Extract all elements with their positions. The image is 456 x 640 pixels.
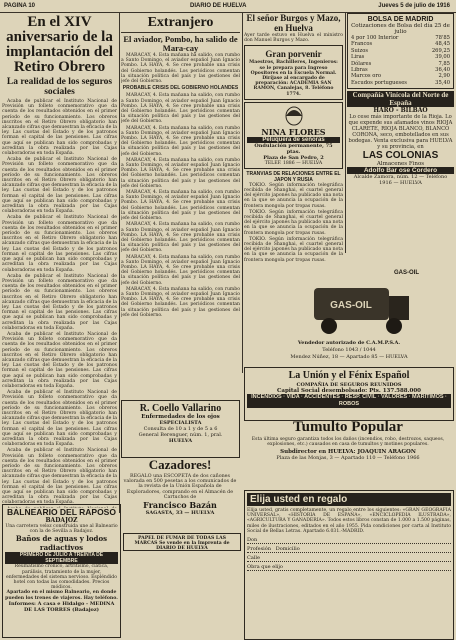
subsection-heading: TRANVIAS DE RELACIONES ENTRE EL JAPON Y RUSIA [246, 170, 341, 183]
article-headline: En el XIV aniversario de la implantación del Retiro Obrero [5, 14, 114, 75]
notice-papel: PAPEL DE FUMAR DE TODAS LAS MARCAS Se vende en la Imprenta de DIARIO DE HUELVA [123, 533, 241, 551]
ad-gas-oil: GAS-OIL GAS-OIL Vendedor autorizado de C.A.M.P.S.A. Teléfono 1043 / 1044 Mendez Núñez, 18 — Apartado 85 — HUELVA [290, 270, 419, 360]
article-body: MARACAY, 4. Esta mañana ha salido, con rumbo a Santo Domingo, el aviador español Juan Ignacio Pombo. LA HAYA, 4. Se cree probable una crisis del Gobierno holandés. Los periódicos comentan la situación política del país y las gestiones del jefe del Gobierno. PROBABLE CRISIS DEL GOBIERNO HOLANDES MARACAY, 4. Esta mañana ha salido, con rumbo a Santo Domingo, el aviador español Juan Ignacio Pombo. LA HAYA, 4. Se cree probable una crisis del Gobierno holandés. Los periódicos comentan la situación política del país y las gestiones del jefe del Gobierno. MARACAY, 4. Esta mañana ha salido, con rumbo a Santo Domingo, el aviador español Juan Ignacio Pombo. LA HAYA, 4. Se cree probable una crisis del Gobierno holandés. Los periódicos comentan la situación política del país y las gestiones del jefe del Gobierno. MARACAY, 4. Esta mañana ha salido, con rumbo a Santo Domingo, el aviador español Juan Ignacio Pombo. LA HAYA, 4. Se cree probable una crisis del Gobierno holandés. Los periódicos comentan la situación política del país y las gestiones del jefe del Gobierno. MARACAY, 4. Esta mañana ha salido, con rumbo a Santo Domingo, el aviador español Juan Ignacio Pombo. LA HAYA, 4. Se cree probable una crisis del Gobierno holandés. Los periódicos comentan la situación política del país y las gestiones del jefe del Gobierno. MARACAY, 4. Esta mañana ha salido, con rumbo a Santo Domingo, el aviador español Juan Ignacio Pombo. LA HAYA, 4. Se cree probable una crisis del Gobierno holandés. Los periódicos comentan la situación política del país y las gestiones del jefe del Gobierno. MARACAY, 4. Esta mañana ha salido, con rumbo a Santo Domingo, el aviador español Juan Ignacio Pombo. LA HAYA, 4. Se cree probable una crisis del Gobierno holandés. Los periódicos comentan la situación política del país y las gestiones del jefe del Gobierno. MARACAY, 4. Esta mañana ha salido, con rumbo a Santo Domingo, el aviador español Juan Ignacio Pombo. LA HAYA, 4. Se cree probable una crisis del Gobierno holandés. Los periódicos comentan la situación política del país y las gestiones del jefe del Gobierno. [121, 53, 240, 318]
svg-text:GAS-OIL: GAS-OIL [330, 300, 372, 311]
newspaper-name: DIARIO DE HUELVA [190, 3, 247, 9]
ad-gran-porvenir: Gran porvenir Maestros, Bachilleres, Ingenieros: se le prepara para Ingreso Opositores en la Escuela Normal. Diríjase al encargado de preparación: ACADEMIA SAN RAMON, Canalejas, 8. Teléfono 1774. [244, 45, 343, 99]
column-rule [119, 13, 120, 513]
column-retiro-obrero [2, 13, 117, 508]
article-headline: El señor Burgos y Mazo, en Huelva [246, 13, 341, 33]
bolsa-table: BOLSA DE MADRID Cotizaciones de Bolsa del día 25 de julio 4 por 100 Interior 78'85 Francos 48,45 Suizos 269,25 Liras 39,00 Dólares 7,85 Libras 36,40 Marcos oro 2,90 Escudos portugueses 35,40 [347, 13, 454, 89]
ad-union-fenix: La Unión y el Fénix Español COMPAÑIA DE SEGUROS REUNIDOS Capital Social desembolsado: Pts. 137.588.000 INCENDIOS · VIDA · ACCIDENTES · RESP. CIVIL · VALORES · MARITIMOS · ROBOS [244, 367, 454, 421]
ad-cazadores: Cazadores! REGALO una ESCOPETA de dos cañones valorada en 500 pesetas a los comunicados de la revista de la Unión Española de Exploradores, comprando en el Almacén de Cartuchos de Francisco Bazán SAGASTA, 33 — HUELVA [121, 456, 239, 532]
form-field-calle[interactable]: Calle [247, 555, 451, 562]
page-header [0, 0, 456, 13]
ad-balneario: BALNEARIO DEL RAPOSO BADAJOZ Una carretera veloz construida une al Balneario con la de Sevilla a Badajoz. Baños de aguas y lodos radiactivos PRIMERO DE JULIO A TREINTA DE SEPTIEMBRE Reumatismo crónico, artritismo, ciática, parálisis, tratamiento de la mujer, enfermedades del sistema nervioso. Espléndido hotel con todas las comodidades. Precios módicos. Apartado en el mismo Balneario, en donde pueden los trenes de viajeros. Hay teléfono. Informes: A casa e Hidalgo - MEDINA DE LAS TORRES (Badajoz) [2, 504, 121, 638]
ad-shop-name: Francisco Bazán [143, 500, 217, 511]
form-field-don[interactable]: Don [247, 537, 451, 544]
ad-title: Cazadores! [148, 457, 212, 472]
issue-date: Jueves 5 de julio de 1916 [378, 3, 450, 9]
ad-vinicola: Compañía Vinícola del Norte de España HARO - BILBAO Lo cese más importante de la Rioja. Lo que expende sus afamados vinos RIOJA CLARETE, RIOJA BLANCO, BLANCO CORONA, seco, embotellados en sus bodegas. Venta exclusiva para HUELVA y su provincia, en LAS COLONIAS Almacenes Finos Adolfo Bar ose Cordero Alcalde Zamora, núm. 12 — Teléfono 1916 — HUELVA [348, 91, 453, 187]
article-subheadline: La realidad de los seguros sociales [6, 77, 113, 97]
page-number: PAGINA 10 [4, 3, 36, 9]
column-burgos: El señor Burgos y Mazo, en Huelva Ayer tarde estuvo en Huelva el ministro don Manuel Burgos y Mazo. Gran porvenir Maestros, Bachilleres, Ingenieros: se le prepara para Ingreso Opositores en la Escuela Normal. Diríjase al encargado de preparación: ACADEMIA SAN RAMON, Canalejas, 8. Teléfono 1774. NINA FLORES Peluquera de señoras Ondulación permanente, 75 ptas. Plaza de San Pedro, 2 TELEF. 1886 — HUELVA TRANVIAS DE RELACIONES ENTRE EL JAPON Y RUSIA TOKIO. Según información telegráfica recibida de Shanghai, el cuartel general del ejército japonés ha publicado una nota en la que se anuncia la ocupación de la frontera mongola por tropas rusas. TOKIO. Según información telegráfica recibida de Shanghai, el cuartel general del ejército japonés ha publicado una nota en la que se anuncia la ocupación de la frontera mongola por tropas rusas. TOKIO. Según información telegráfica recibida de Shanghai, el cuartel general del ejército japonés ha publicado una nota en la que se anuncia la ocupación de la frontera mongola por tropas rusas. [244, 13, 343, 263]
ad-title: R. Coello Vallarino [139, 403, 222, 414]
peluqueria-icon [247, 105, 340, 127]
article-subheadline: El aviador, Pombo, ha salido de Mara-cay [123, 34, 238, 53]
truck-icon [294, 278, 414, 340]
ad-elija-regalo: Elija usted en regalo Elija usted, gratis completamente, un regalo entre los siguientes: «GRAN GEOGRAFIA UNIVERSAL», «HISTORIA DE ESPAÑA», «ENCICLOPEDIA ILUSTRADA», «AGRICULTURA Y GANADERIA». Todos estos libros constan de 1.000 a 1.500 páginas, miles de ilustraciones, editados en el año 1955. Pida condiciones por carta al Instituto Social de Bellas Letras. Apartado 6.031.-MADRID. Don Profesión Domicilio Calle Obra que elijo [244, 490, 454, 640]
column-rule [242, 13, 243, 373]
section-headline: Extranjero [147, 15, 214, 30]
form-field-obra[interactable]: Obra que elijo [247, 564, 451, 571]
form-field-profesion[interactable]: Profesión Domicilio [247, 546, 451, 553]
article-body: Acaba de publicar el Instituto Nacional de Previsión un folleto conmemorativo que da cuenta de los resultados obtenidos en el primer período de su funcionamiento. Los obreros inscritos en el Retiro Obrero obligatorio han alcanzado cifras que demuestran la eficacia de la ley. Las cuotas del Estado y de los patronos forman el capital de las pensiones. Las cifras que aquí se publican han sido comprobadas y acreditan la obra realizada por las Cajas colaboradoras en toda España. Acaba de publicar el Instituto Nacional de Previsión un folleto conmemorativo que da cuenta de los resultados obtenidos en el primer período de su funcionamiento. Los obreros inscritos en el Retiro Obrero obligatorio han alcanzado cifras que demuestran la eficacia de la ley. Las cuotas del Estado y de los patronos forman el capital de las pensiones. Las cifras que aquí se publican han sido comprobadas y acreditan la obra realizada por las Cajas colaboradoras en toda España. Acaba de publicar el Instituto Nacional de Previsión un folleto conmemorativo que da cuenta de los resultados obtenidos en el primer período de su funcionamiento. Los obreros inscritos en el Retiro Obrero obligatorio han alcanzado cifras que demuestran la eficacia de la ley. Las cuotas del Estado y de los patronos forman el capital de las pensiones. Las cifras que aquí se publican han sido comprobadas y acreditan la obra realizada por las Cajas colaboradoras en toda España. Acaba de publicar el Instituto Nacional de Previsión un folleto conmemorativo que da cuenta de los resultados obtenidos en el primer período de su funcionamiento. Los obreros inscritos en el Retiro Obrero obligatorio han alcanzado cifras que demuestran la eficacia de la ley. Las cuotas del Estado y de los patronos forman el capital de las pensiones. Las cifras que aquí se publican han sido comprobadas y acreditan la obra realizada por las Cajas colaboradoras en toda España. Acaba de publicar el Instituto Nacional de Previsión un folleto conmemorativo que da cuenta de los resultados obtenidos en el primer período de su funcionamiento. Los obreros inscritos en el Retiro Obrero obligatorio han alcanzado cifras que demuestran la eficacia de la ley. Las cuotas del Estado y de los patronos forman el capital de las pensiones. Las cifras que aquí se publican han sido comprobadas y acreditan la obra realizada por las Cajas colaboradoras en toda España. Acaba de publicar el Instituto Nacional de Previsión un folleto conmemorativo que da cuenta de los resultados obtenidos en el primer período de su funcionamiento. Los obreros inscritos en el Retiro Obrero obligatorio han alcanzado cifras que demuestran la eficacia de la ley. Las cuotas del Estado y de los patronos forman el capital de las pensiones. Las cifras que aquí se publican han sido comprobadas y acreditan la obra realizada por las Cajas colaboradoras en toda España. Acaba de publicar el Instituto Nacional de Previsión un folleto conmemorativo que da cuenta de los resultados obtenidos en el primer período de su funcionamiento. Los obreros inscritos en el Retiro Obrero obligatorio han alcanzado cifras que demuestran la eficacia de la ley. Las cuotas del Estado y de los patronos forman el capital de las pensiones. Las cifras que aquí se publican han sido comprobadas y acreditan la obra realizada por las Cajas colaboradoras en toda España. [2, 99, 117, 506]
subsection-heading: PROBABLE CRISIS DEL GOBIERNO HOLANDES [122, 85, 239, 92]
column-rule [345, 13, 346, 253]
ad-oculist: R. Coello Vallarino Enfermedades de los ojos ESPECIALISTA Consulta de 10 a 1 y de 5 a 6 General Berenguer, núm. 1, pral. HUELVA [121, 400, 240, 458]
ad-nina-flores: NINA FLORES Peluquera de señoras Ondulación permanente, 75 ptas. Plaza de San Pedro, 2 TELEF. 1886 — HUELVA [244, 102, 343, 169]
column-bolsa [347, 13, 454, 238]
ad-tumulto: Tumulto Popular Esta última seguro garantiza todos los daños (incendios, robo, destrozos, saqueos, explosiones, etc.) causados en casa de tumultos y motines populares. Subdirector en HUELVA: JOAQUIN ARAGON Plaza de las Monjas, 3 — Apartado 110 — Teléfono 1966 [251, 419, 445, 462]
